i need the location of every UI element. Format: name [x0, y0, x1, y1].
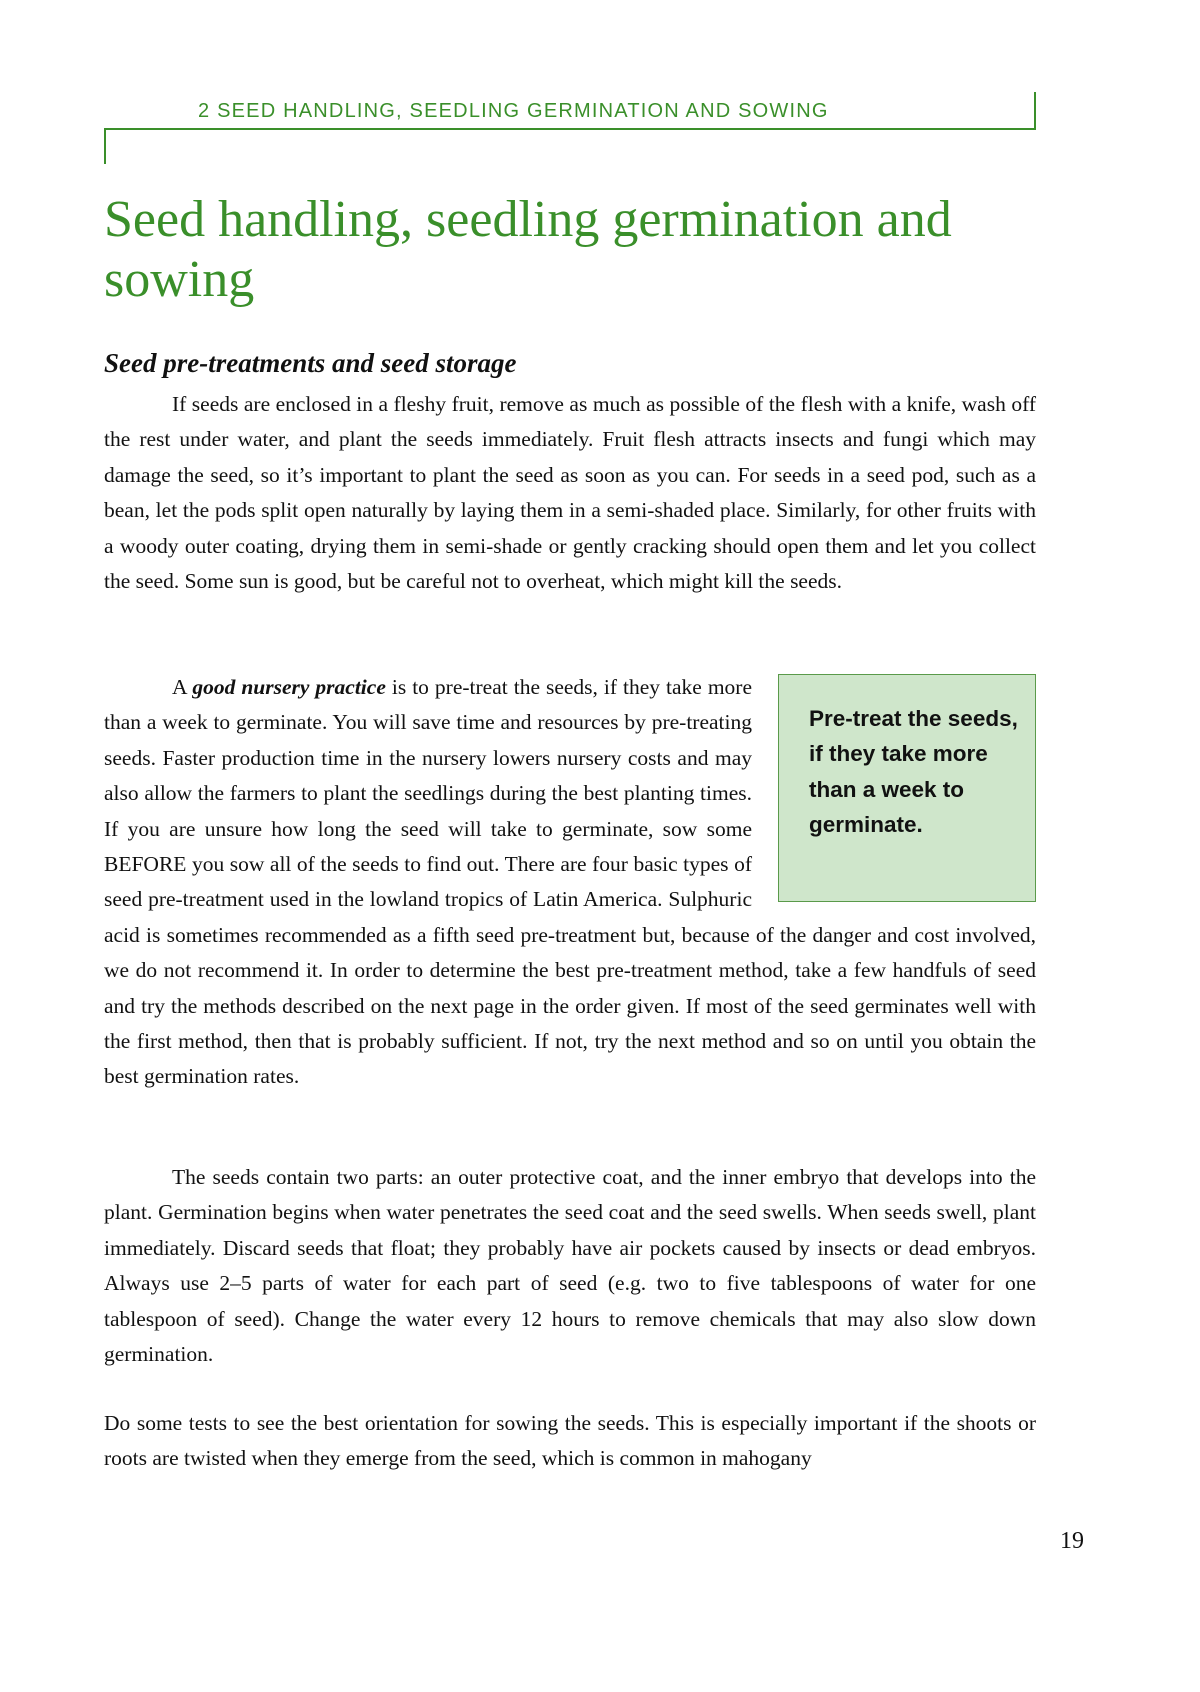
- page-number: 19: [1060, 1528, 1084, 1554]
- page-title: Seed handling, seedling germination and sowing: [104, 191, 952, 308]
- header-rule-vertical-left: [104, 128, 106, 164]
- body-paragraph-4: Do some tests to see the best orientation for sowing the seeds. This is especially important if the shoots or roots are twisted when they emerge from the seed, which is common in mahogany: [104, 1411, 1036, 1471]
- paragraph-2-lead: A: [172, 675, 187, 699]
- header-rule-horizontal: [104, 128, 1036, 130]
- header-rule-vertical-right: [1034, 92, 1036, 130]
- running-header: [104, 92, 1036, 130]
- paragraph-2-emphasis: good nursery practice: [192, 675, 386, 699]
- paragraph-2-text: is to pre-treat the seeds, if they take more than a week to germinate. You will save time and resources by pre-treating seeds. Faster production time in the nursery lowers nursery costs and may also allow the farmers to plant the seedlings during the best planting times. If you are unsure how long the seed will take to germinate, sow some BEFORE you sow all of the seeds to find out. There are four basic types of seed pre-treatment used in the lowland tropics of Latin America. Sulphuric acid is sometimes recommended as a fifth seed pre-treatment but, because of the danger and cost involved, we do not recommend it. In order to determine the best pre-treatment method, take a few handfuls of seed and try the methods described on the next page in the order given. If most of the seed germinates well with the first method, then that is probably sufficient. If not, try the next method and so on until you obtain the best germination rates.: [104, 675, 1036, 1089]
- body-paragraph-1: If seeds are enclosed in a fleshy fruit, remove as much as possible of the flesh with a knife, wash off the rest under water, and plant the seeds immediately. Fruit flesh attracts insects and fungi which may damage the seed, so it’s important to plant the seed as soon as you can. For seeds in a seed pod, such as a bean, let the pods split open naturally by laying them in a semi-shaded place. Similarly, for other fruits with a woody outer coating, drying them in semi-shade or gently cracking should open them and let you collect the seed. Some sun is good, but be careful not to overheat, which might kill the seeds.: [104, 392, 1036, 594]
- section-heading: Seed pre-treatments and seed storage: [104, 348, 517, 378]
- callout-box: [778, 674, 1036, 902]
- body-paragraph-2-block: [104, 670, 1036, 1095]
- callout-text: Pre-treat the seeds, if they take more than a week to germinate.: [809, 706, 1018, 838]
- body-paragraph-3: The seeds contain two parts: an outer protective coat, and the inner embryo that develops into the plant. Germination begins when water penetrates the seed coat and the seed swells. When seeds swell, plant immediately. Discard seeds that float; they probably have air pockets caused by insects or dead embryos. Always use 2–5 parts of water for each part of seed (e.g. two to five tablespoons of water for one tablespoon of seed). Change the water every 12 hours to remove chemicals that may also slow down germination.: [104, 1165, 1036, 1367]
- running-header-title: 2 SEED HANDLING, SEEDLING GERMINATION AND SOWING: [198, 100, 829, 122]
